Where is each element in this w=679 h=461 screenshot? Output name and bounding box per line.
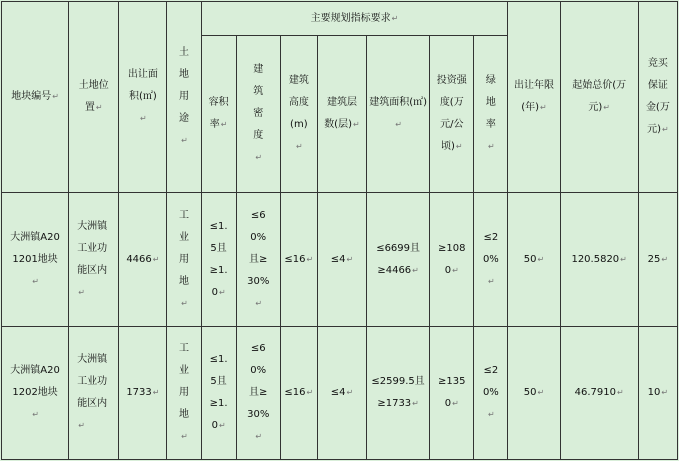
cell-floor-area: ≤2599.5且≥1733↵ [367, 327, 430, 460]
header-far: 容积率↵ [201, 36, 236, 193]
paragraph-mark: ↵ [346, 254, 354, 264]
header-start-price: 起始总价(万元)↵ [560, 2, 638, 193]
header-height: 建筑高度(m)↵ [280, 36, 317, 193]
paragraph-mark: ↵ [95, 103, 103, 112]
paragraph-mark: ↵ [537, 254, 545, 264]
paragraph-mark: ↵ [391, 13, 399, 23]
header-deposit: 竞买保证金(万元)↵ [638, 2, 677, 193]
paragraph-mark: ↵ [306, 254, 314, 264]
paragraph-mark: ↵ [537, 388, 545, 397]
paragraph-mark: ↵ [220, 120, 228, 129]
header-years: 出让年限(年)↵ [508, 2, 560, 193]
cell-invest: ≥1350↵ [430, 327, 474, 460]
paragraph-mark: ↵ [78, 421, 85, 430]
paragraph-mark: ↵ [488, 276, 495, 286]
cell-deposit: 10↵ [638, 327, 677, 460]
header-invest: 投资强度(万元/公顷)↵ [430, 36, 474, 193]
header-group-title: 主要规划指标要求↵ [201, 2, 508, 36]
paragraph-mark: ↵ [540, 103, 547, 112]
paragraph-mark: ↵ [218, 287, 226, 297]
cell-location: 大洲镇工业功能区内↵ [69, 193, 119, 327]
paragraph-mark: ↵ [52, 92, 59, 101]
paragraph-mark: ↵ [452, 399, 459, 408]
paragraph-mark: ↵ [306, 388, 314, 397]
paragraph-mark: ↵ [181, 136, 188, 145]
cell-parcel-no: 大洲镇A201202地块↵ [2, 327, 69, 460]
cell-floors: ≤4↵ [317, 327, 366, 460]
paragraph-mark: ↵ [412, 265, 419, 275]
land-auction-table [1, 1, 678, 460]
paragraph-mark: ↵ [255, 153, 263, 162]
cell-start-price: 46.7910↵ [560, 327, 638, 460]
paragraph-mark: ↵ [661, 125, 669, 134]
header-floor-area: 建筑面积(㎡)↵ [367, 36, 430, 193]
paragraph-mark: ↵ [617, 388, 624, 397]
paragraph-mark: ↵ [603, 103, 610, 112]
header-area: 出让面积(㎡)↵ [119, 2, 167, 193]
paragraph-mark: ↵ [620, 254, 627, 264]
cell-height: ≤16↵ [280, 193, 317, 327]
cell-start-price: 120.5820↵ [560, 193, 638, 327]
paragraph-mark: ↵ [346, 388, 354, 397]
paragraph-mark: ↵ [295, 142, 303, 151]
paragraph-mark: ↵ [181, 432, 188, 441]
paragraph-mark: ↵ [152, 388, 160, 397]
paragraph-mark: ↵ [152, 254, 160, 264]
paragraph-mark: ↵ [32, 410, 39, 419]
cell-parcel-no: 大洲镇A201201地块↵ [2, 193, 69, 327]
cell-area: 4466↵ [119, 193, 167, 327]
header-green: 绿地率↵ [474, 36, 508, 193]
cell-green: ≤20%↵ [474, 193, 508, 327]
table-row [2, 327, 678, 460]
cell-density: ≤60%且≥30%↵ [236, 193, 280, 327]
cell-years: 50↵ [508, 327, 560, 460]
header-density: 建筑密度↵ [236, 36, 280, 193]
header-floors: 建筑层数(层)↵ [317, 36, 366, 193]
paragraph-mark: ↵ [353, 120, 360, 129]
paragraph-mark: ↵ [488, 410, 495, 419]
header-parcel-no: 地块编号↵ [2, 2, 69, 193]
cell-far: ≤1.5且≥1.0↵ [201, 193, 236, 327]
header-use: 土地用途↵ [167, 2, 201, 193]
paragraph-mark: ↵ [395, 120, 402, 129]
cell-height: ≤16↵ [280, 327, 317, 460]
cell-years: 50↵ [508, 193, 560, 327]
cell-invest: ≥1080↵ [430, 193, 474, 327]
paragraph-mark: ↵ [455, 142, 463, 151]
cell-floor-area: ≤6699且≥4466↵ [367, 193, 430, 327]
paragraph-mark: ↵ [452, 265, 459, 275]
table-row [2, 193, 678, 327]
paragraph-mark: ↵ [255, 298, 263, 308]
cell-location: 大洲镇工业功能区内↵ [69, 327, 119, 460]
cell-far: ≤1.5且≥1.0↵ [201, 327, 236, 460]
cell-green: ≤20%↵ [474, 327, 508, 460]
paragraph-mark: ↵ [661, 254, 669, 264]
header-location: 土地位置↵ [69, 2, 119, 193]
cell-use: 工业用地↵ [167, 193, 201, 327]
header-row-1 [2, 2, 678, 36]
paragraph-mark: ↵ [181, 298, 188, 308]
paragraph-mark: ↵ [488, 142, 495, 151]
cell-deposit: 25↵ [638, 193, 677, 327]
cell-area: 1733↵ [119, 327, 167, 460]
paragraph-mark: ↵ [140, 114, 147, 123]
paragraph-mark: ↵ [32, 276, 39, 286]
cell-floors: ≤4↵ [317, 193, 366, 327]
paragraph-mark: ↵ [218, 421, 226, 430]
paragraph-mark: ↵ [412, 399, 419, 408]
paragraph-mark: ↵ [255, 432, 263, 441]
cell-density: ≤60%且≥30%↵ [236, 327, 280, 460]
paragraph-mark: ↵ [661, 388, 669, 397]
cell-use: 工业用地↵ [167, 327, 201, 460]
paragraph-mark: ↵ [78, 287, 85, 297]
